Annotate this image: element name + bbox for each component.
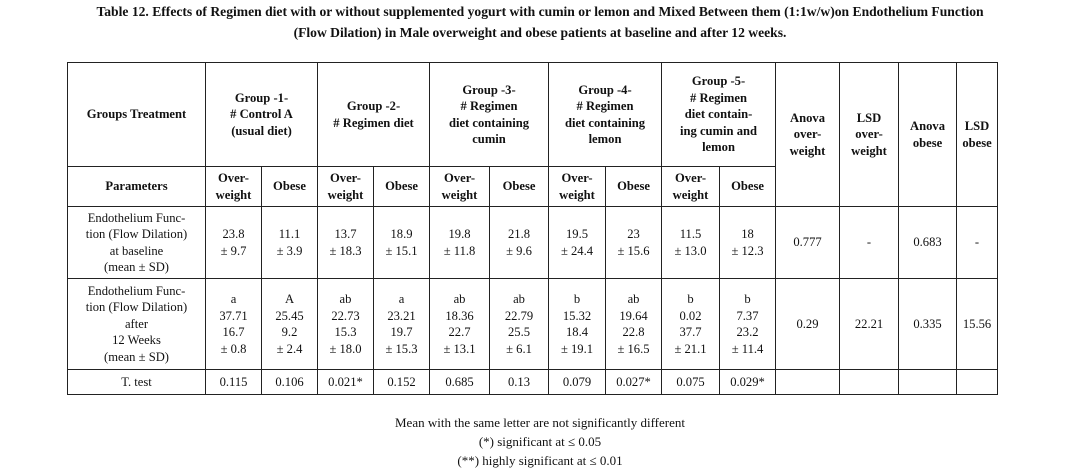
subheader-overweight: Over- weight <box>662 167 720 207</box>
ttest-cell: 0.021* <box>318 370 374 395</box>
baseline-cell: 19.8 ± 11.8 <box>430 207 490 279</box>
group-5-header: Group -5- # Regimen diet contain- ing cumin and lemon <box>662 63 776 167</box>
ttest-cell: 0.13 <box>490 370 549 395</box>
baseline-lsd-overweight: - <box>840 207 899 279</box>
ttest-cell: 0.115 <box>206 370 262 395</box>
after-cell: ab 22.79 25.5 ± 6.1 <box>490 279 549 370</box>
ttest-empty-cell <box>957 370 998 395</box>
table-caption <box>0 0 1080 43</box>
group-3-header: Group -3- # Regimen diet containing cumin <box>430 63 549 167</box>
table-row-baseline <box>68 207 998 279</box>
baseline-anova-obese: 0.683 <box>899 207 957 279</box>
after-cell: a 37.71 16.7 ± 0.8 <box>206 279 262 370</box>
ttest-cell: 0.027* <box>606 370 662 395</box>
baseline-anova-overweight: 0.777 <box>776 207 840 279</box>
subheader-obese: Obese <box>490 167 549 207</box>
baseline-lsd-obese: - <box>957 207 998 279</box>
baseline-cell: 23 ± 15.6 <box>606 207 662 279</box>
anova-obese-header: Anova obese <box>899 63 957 207</box>
after-cell: b 0.02 37.7 ± 21.1 <box>662 279 720 370</box>
after-cell: A 25.45 9.2 ± 2.4 <box>262 279 318 370</box>
ttest-cell: 0.075 <box>662 370 720 395</box>
lsd-obese-header: LSD obese <box>957 63 998 207</box>
baseline-cell: 19.5 ± 24.4 <box>549 207 606 279</box>
group-2-header: Group -2- # Regimen diet <box>318 63 430 167</box>
after-cell: a 23.21 19.7 ± 15.3 <box>374 279 430 370</box>
note-same-letter: Mean with the same letter are not significantly different <box>395 415 685 430</box>
caption-line-2: (Flow Dilation) in Male overweight and obese patients at baseline and after 12 weeks. <box>293 25 787 40</box>
note-highly-significant: (**) highly significant at ≤ 0.01 <box>457 453 623 468</box>
header-row-groups <box>68 63 998 167</box>
note-significant: (*) significant at ≤ 0.05 <box>478 434 602 449</box>
baseline-cell: 11.1 ± 3.9 <box>262 207 318 279</box>
table-notes <box>0 413 1080 470</box>
baseline-cell: 13.7 ± 18.3 <box>318 207 374 279</box>
ttest-cell: 0.029* <box>720 370 776 395</box>
after-cell: ab 19.64 22.8 ± 16.5 <box>606 279 662 370</box>
parameters-header: Parameters <box>68 167 206 207</box>
after-cell: b 7.37 23.2 ± 11.4 <box>720 279 776 370</box>
baseline-cell: 18 ± 12.3 <box>720 207 776 279</box>
baseline-cell: 23.8 ± 9.7 <box>206 207 262 279</box>
caption-line-1: Table 12. Effects of Regimen diet with or without supplemented yogurt with cumin or lemon and Mixed Between them (1:1w/w)on Endothelium Function <box>96 4 984 19</box>
subheader-obese: Obese <box>720 167 776 207</box>
subheader-overweight: Over- weight <box>206 167 262 207</box>
ttest-cell: 0.079 <box>549 370 606 395</box>
subheader-obese: Obese <box>606 167 662 207</box>
groups-treatment-header: Groups Treatment <box>68 63 206 167</box>
ttest-empty-cell <box>840 370 899 395</box>
group-4-header: Group -4- # Regimen diet containing lemon <box>549 63 662 167</box>
subheader-obese: Obese <box>262 167 318 207</box>
after-cell: ab 18.36 22.7 ± 13.1 <box>430 279 490 370</box>
after-lsd-overweight: 22.21 <box>840 279 899 370</box>
subheader-obese: Obese <box>374 167 430 207</box>
ttest-cell: 0.106 <box>262 370 318 395</box>
baseline-cell: 11.5 ± 13.0 <box>662 207 720 279</box>
ttest-empty-cell <box>899 370 957 395</box>
subheader-overweight: Over- weight <box>318 167 374 207</box>
row-label-baseline: Endothelium Func- tion (Flow Dilation) at baseline (mean ± SD) <box>68 207 206 279</box>
ttest-cell: 0.685 <box>430 370 490 395</box>
baseline-cell: 21.8 ± 9.6 <box>490 207 549 279</box>
after-cell: b 15.32 18.4 ± 19.1 <box>549 279 606 370</box>
anova-overweight-header: Anova over- weight <box>776 63 840 207</box>
row-label-ttest: T. test <box>68 370 206 395</box>
after-anova-overweight: 0.29 <box>776 279 840 370</box>
lsd-overweight-header: LSD over- weight <box>840 63 899 207</box>
after-anova-obese: 0.335 <box>899 279 957 370</box>
after-cell: ab 22.73 15.3 ± 18.0 <box>318 279 374 370</box>
group-1-header: Group -1- # Control A (usual diet) <box>206 63 318 167</box>
subheader-overweight: Over- weight <box>549 167 606 207</box>
results-table <box>67 62 998 395</box>
baseline-cell: 18.9 ± 15.1 <box>374 207 430 279</box>
after-lsd-obese: 15.56 <box>957 279 998 370</box>
row-label-after: Endothelium Func- tion (Flow Dilation) after 12 Weeks (mean ± SD) <box>68 279 206 370</box>
table-row-after <box>68 279 998 370</box>
table-row-ttest <box>68 370 998 395</box>
ttest-empty-cell <box>776 370 840 395</box>
subheader-overweight: Over- weight <box>430 167 490 207</box>
ttest-cell: 0.152 <box>374 370 430 395</box>
